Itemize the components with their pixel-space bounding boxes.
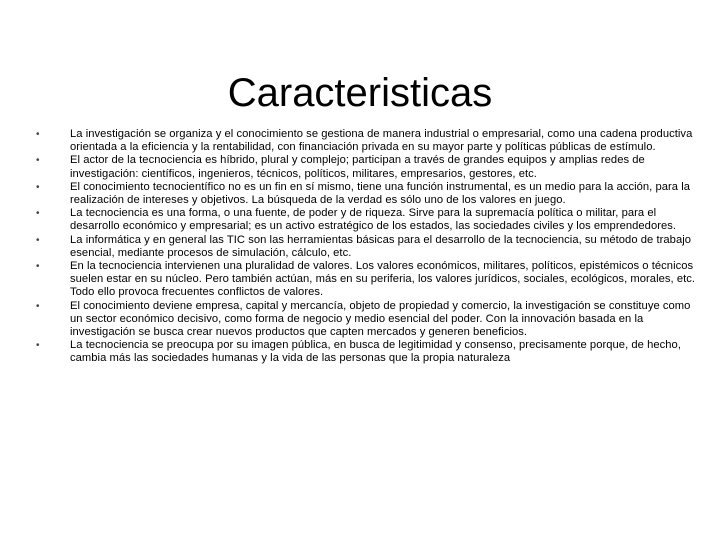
list-item-text: El conocimiento tecnocientífico no es un fin en sí mismo, tiene una función instrumental, es un medio para la acción, para la realización de intereses y objetivos. La búsqueda de la verdad es sólo uno de los valores en juego.: [70, 180, 691, 207]
list-item-text: La investigación se organiza y el conocimiento se gestiona de manera industrial o empresarial, como una cadena productiva orientada a la eficiencia y la rentabilidad, con financiación privada en su mayor parte y políticas públicas de estímulo.: [70, 128, 693, 154]
list-item-text: En la tecnociencia intervienen una pluralidad de valores. Los valores económicos, militares, políticos, epistémicos o técnicos suelen estar en su núcleo. Pero también actúan, más en su periferia, los valores jurídicos, sociales, ecológicos, morales, etc. Todo ello provoca frecuentes conflictos de valores.: [70, 260, 696, 299]
list-item: [36, 260, 706, 300]
list-item: [36, 154, 706, 180]
bullet-icon: •: [36, 155, 40, 167]
bullet-list: [36, 128, 706, 366]
list-item: [36, 234, 706, 260]
list-item: [36, 128, 706, 154]
slide-title: Caracteristicas: [227, 70, 493, 115]
list-item: [36, 181, 706, 207]
list-item: [36, 339, 706, 365]
bullet-icon: •: [36, 234, 40, 246]
bullet-icon: •: [36, 208, 40, 220]
list-item-text: La informática y en general las TIC son las herramientas básicas para el desarrollo de la tecnociencia, su método de trabajo esencial, mediante procesos de simulación, cálculo, etc.: [70, 233, 692, 259]
bullet-icon: •: [36, 129, 40, 140]
list-item: [36, 207, 706, 233]
list-item-text: La tecnociencia es una forma, o una fuente, de poder y de riqueza. Sirve para la supremacía política o militar, para el desarrollo económico y empresarial; es un activo estratégico de los estados, las sociedades civiles y los emprendedores.: [70, 207, 677, 233]
list-item-text: El actor de la tecnociencia es híbrido, plural y complejo; participan a través de grandes equipos y amplias redes de investigación: científicos, ingenieros, técnicos, políticos, militares, empresarios, gestores, etc.: [70, 154, 645, 180]
bullet-icon: •: [36, 181, 40, 193]
list-item: [36, 300, 706, 340]
bullet-icon: •: [36, 261, 40, 273]
bullet-icon: •: [36, 340, 40, 352]
bullet-icon: •: [36, 300, 40, 312]
list-item-text: El conocimiento deviene empresa, capital y mercancía, objeto de propiedad y comercio, la investigación se constituye como un sector económico decisivo, como forma de negocio y medio esencial del poder. Con la innovación basada en la investigación se busca crear nuevos productos que capten mercados y generen beneficios.: [70, 299, 691, 339]
list-item-text: La tecnociencia se preocupa por su imagen pública, en busca de legitimidad y consenso, precisamente porque, de hecho, cambia más las sociedades humanas y la vida de las personas que la propia naturaleza: [70, 339, 681, 365]
